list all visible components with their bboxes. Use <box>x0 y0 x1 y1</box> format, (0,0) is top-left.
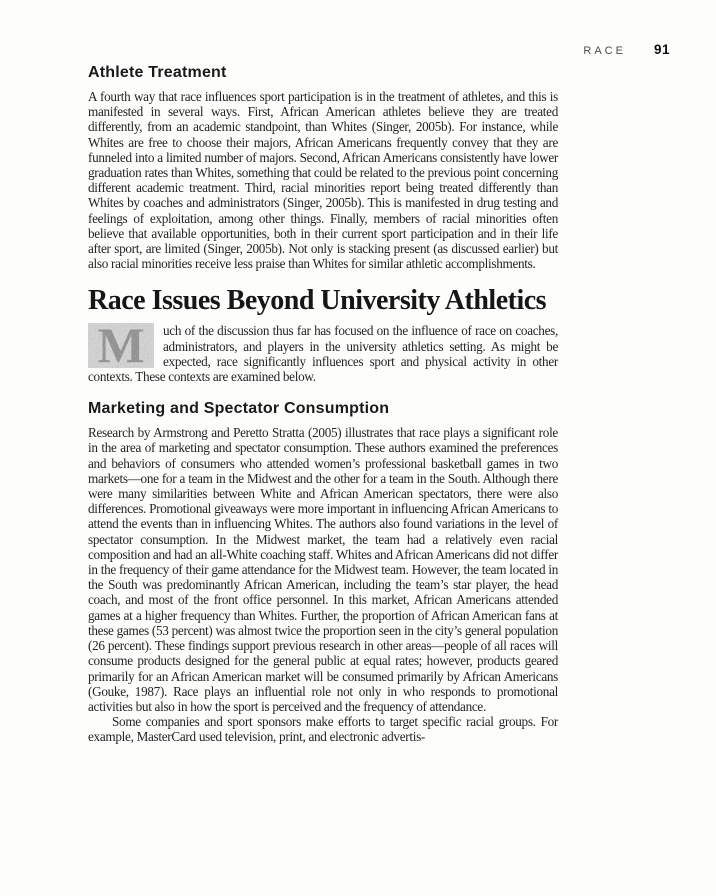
heading-marketing-and-spectator-consumption: Marketing and Spectator Consumption <box>88 400 390 418</box>
paragraph-marketing-1: Research by Armstrong and Peretto Stratta (2005) illustrates that race plays a significant role in the area of marketing and spectator consumption. These authors examined the preferences and behaviors of consumers who attended women’s professional basketball games in two markets—one for a team in the Midwest and the other for a team in the South. Although there were many similarities between White and African American spectators, there were also differences. Promotional giveaways were more important in influencing African Americans to attend the events than in influencing Whites. The authors also found variations in the level of spectator consumption. In the Midwest market, the team had a relatively even racial composition and had an all-White coaching staff. Whites and African Americans did not differ in the frequency of their game attendance for the Midwest team. However, the team located in the South was predominantly African American, including the team’s star player, the head coach, and most of the front office personnel. In this market, African Americans attended games at a higher frequency than Whites. Further, the proportion of African American fans at these games (53 percent) was almost twice the proportion seen in the city’s general population (26 percent). These findings support previous research in other areas—people of all races will consume products designed for the general public at equal rates; however, products geared primarily for an African American market will be consumed primarily by African Americans (Gouke, 1987). Race plays an influential role not only in who responds to promotional activities but also in how the sport is perceived and the frequency of attendance. <box>88 425 558 714</box>
text-column <box>88 0 558 745</box>
running-head <box>583 42 670 57</box>
drop-cap-graphic <box>88 323 154 368</box>
paragraph-marketing-2: Some companies and sport sponsors make efforts to target specific racial groups. For example, MasterCard used television, print, and electronic advertis- <box>88 714 558 745</box>
paragraph-race-issues-intro-text: uch of the discussion thus far has focused on the influence of race on coaches, administrators, and players in the university athletics setting. As might be expected, race significantly influences sport and physical activity in other contexts. These contexts are examined below. <box>88 323 558 385</box>
paragraph-race-issues-intro <box>88 323 558 384</box>
drop-cap-letter: M <box>97 323 145 369</box>
drop-cap-texture <box>88 323 154 368</box>
drop-cap <box>88 323 154 368</box>
running-head-page-number: 91 <box>653 42 670 57</box>
section-title-race-issues: Race Issues Beyond University Athletics <box>88 285 547 317</box>
running-head-chapter-label: RACE <box>583 45 626 57</box>
paragraph-athlete-treatment: A fourth way that race influences sport participation is in the treatment of athletes, and this is manifested in several ways. First, African American athletes believe they are treated differently, from an academic standpoint, than Whites (Singer, 2005b). For instance, while Whites are free to choose their majors, African Americans frequently convey that they are funneled into a limited number of majors. Second, African Americans consistently have lower graduation rates than Whites, something that could be related to the previous point concerning different academic treatment. Third, racial minorities report being treated differently than Whites by coaches and administrators (Singer, 2005b). This is manifested in drug testing and feelings of exploitation, among other things. Finally, members of racial minorities often believe that available opportunities, both in their current sport participation and in their life after sport, are limited (Singer, 2005b). Not only is stacking present (as discussed earlier) but also racial minorities receive less praise than Whites for similar athletic accomplishments. <box>88 89 558 272</box>
heading-athlete-treatment: Athlete Treatment <box>88 64 227 81</box>
